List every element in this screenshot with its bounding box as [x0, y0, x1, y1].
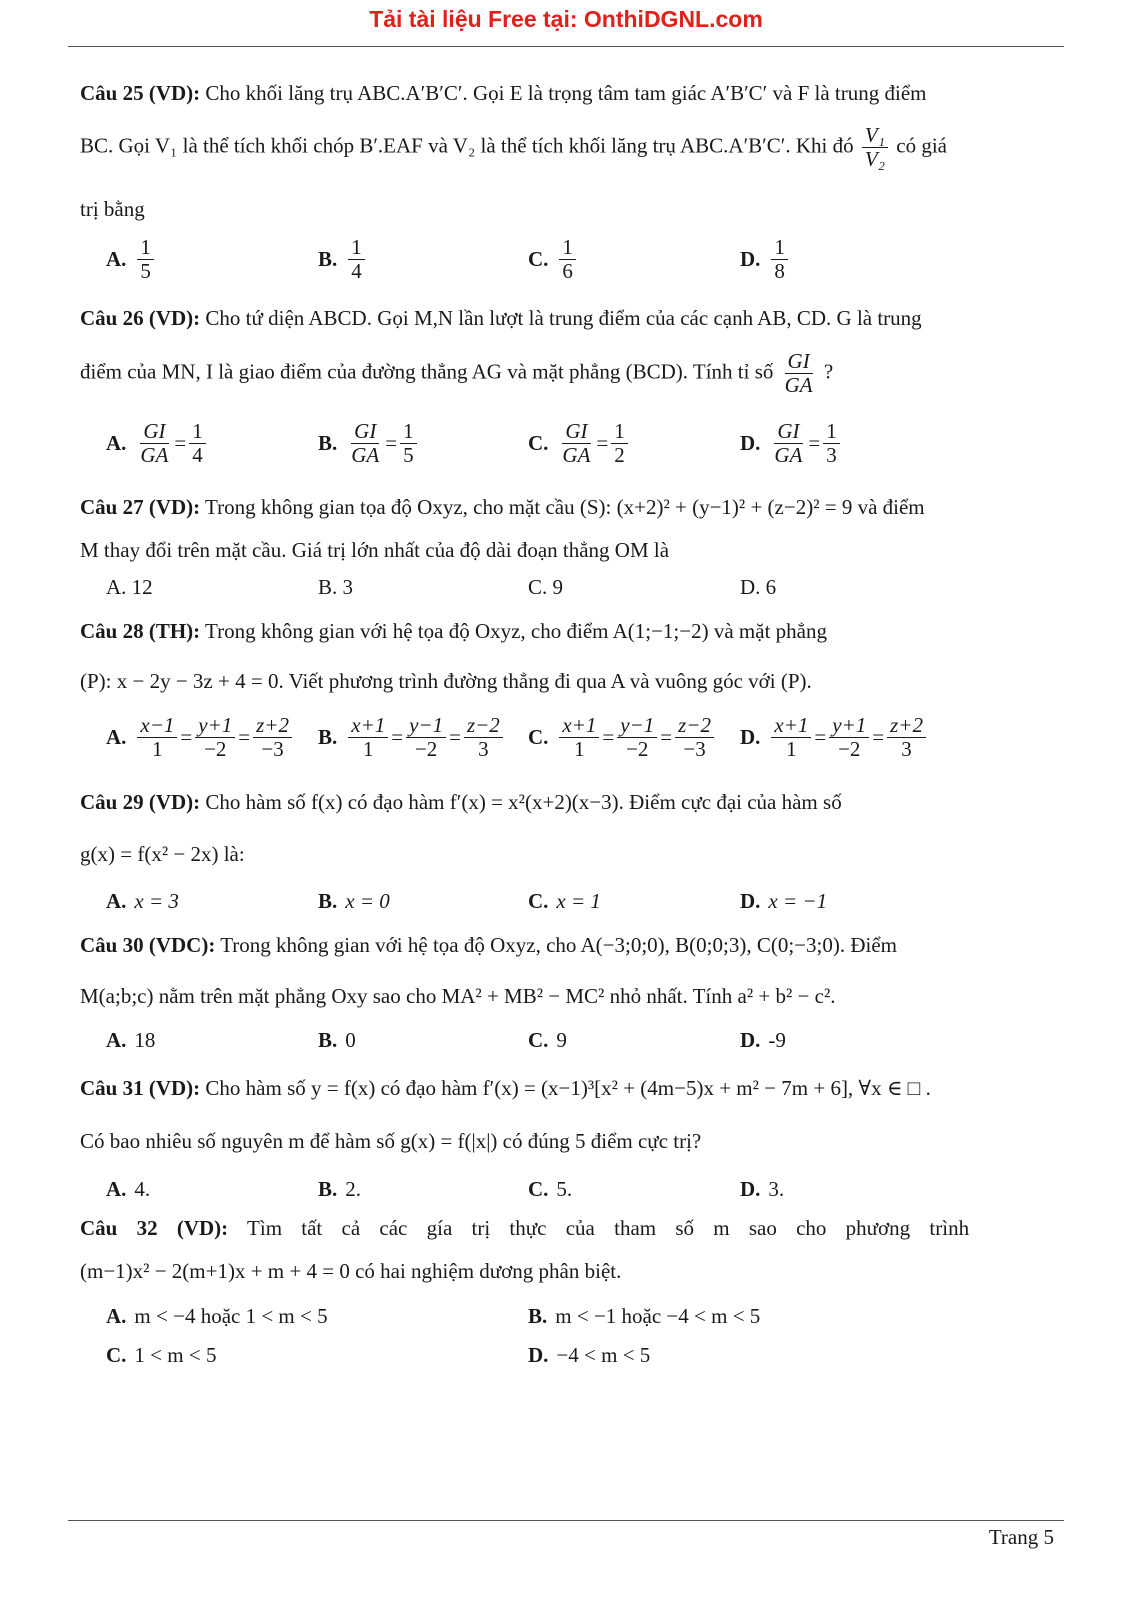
- option-label: C.: [528, 725, 549, 750]
- option-b: B. m < −1 hoặc −4 < m < 5: [528, 1304, 761, 1328]
- question-text: Cho hàm số f(x) có đạo hàm f′(x) = x²(x+2)(x−3). Điểm cực đại của hàm số: [200, 790, 842, 814]
- fraction: $\frac{y+1}{-2}$: [195, 714, 235, 761]
- question-text: có giá: [891, 133, 948, 158]
- option-a: A. 18: [106, 1028, 156, 1052]
- question-28: [80, 618, 1052, 644]
- question-27: [80, 494, 1052, 520]
- option-label: B.: [318, 725, 338, 750]
- fraction: $\frac{x+1}{1}$: [771, 714, 811, 761]
- question-title: Câu 30 (VDC):: [80, 933, 216, 957]
- option-d: D. x = −1: [740, 889, 828, 913]
- fraction: $\frac{x+1}{1}$: [559, 714, 599, 761]
- option-c: C. 5.: [528, 1177, 573, 1201]
- option-d: D. $\frac{1}{8}$: [740, 236, 791, 283]
- fraction: $\frac{z-2}{-3}$: [675, 714, 714, 761]
- option-a: A. $\frac{x-1}{1}$ = $\frac{y+1}{-2}$ = $\frac{z+2}{-3}$: [106, 714, 295, 761]
- question-32: [80, 1215, 1052, 1241]
- header-divider: [68, 46, 1064, 47]
- option-c: C. $\frac{1}{6}$: [528, 236, 579, 283]
- option-d: D. -9: [740, 1028, 786, 1052]
- question-26-line2: điểm của MN, I là giao điểm của đường thẳng AG và mặt phẳng (BCD). Tính tỉ số $\frac{GI}{GA}$ ?: [80, 349, 834, 398]
- question-text: Trong không gian tọa độ Oxyz, cho mặt cầu (S): (x+2)² + (y−1)² + (z−2)² = 9 và điểm: [200, 495, 925, 519]
- fraction: $\frac{y-1}{-2}$: [406, 714, 446, 761]
- question-25-line2: [80, 124, 1052, 171]
- question-text: trị bằng: [80, 197, 145, 221]
- fraction: $\frac{z-2}{3}$: [464, 714, 503, 761]
- question-25: [80, 80, 1052, 106]
- question-text: Cho tứ diện ABCD. Gọi M,N lần lượt là trung điểm của các cạnh AB, CD. G là trung: [200, 306, 922, 330]
- question-title: Câu 29 (VD):: [80, 790, 201, 814]
- question-text: (P): x − 2y − 3z + 4 = 0. Viết phương trình đường thẳng đi qua A và vuông góc với (P).: [80, 669, 812, 693]
- question-text: Cho khối lăng trụ ABC.A′B′C′. Gọi E là trọng tâm tam giác A′B′C′ và F là trung điểm: [200, 81, 927, 105]
- fraction: $\frac{\text{V₁}}{\text{V₂}}$: [862, 124, 888, 171]
- option-label: A.: [106, 725, 127, 750]
- fraction: $\frac{z+2}{3}$: [887, 714, 926, 761]
- option-c: C. 1 < m < 5: [106, 1343, 217, 1367]
- question-text: M(a;b;c) nằm trên mặt phẳng Oxy sao cho MA² + MB² − MC² nhỏ nhất. Tính a² + b² − c².: [80, 984, 836, 1008]
- question-29: [80, 789, 1052, 815]
- option-b: B. $\frac{GI}{GA}$ = $\frac{1}{5}$: [318, 420, 420, 467]
- option-c: C. x = 1: [528, 889, 601, 913]
- option-a: A. 4.: [106, 1177, 151, 1201]
- option-b: B. $\frac{x+1}{1}$ = $\frac{y-1}{-2}$ = $\frac{z-2}{3}$: [318, 714, 506, 761]
- question-text: Trong không gian với hệ tọa độ Oxyz, cho A(−3;0;0), B(0;0;3), C(0;−3;0). Điểm: [215, 933, 897, 957]
- question-text: điểm của MN, I là giao điểm của đường thẳng AG và mặt phẳng (BCD). Tính tỉ số: [80, 359, 774, 384]
- option-b: B. 2.: [318, 1177, 362, 1201]
- option-a: A. x = 3: [106, 889, 179, 913]
- question-30: [80, 932, 1052, 958]
- option-a: A. m < −4 hoặc 1 < m < 5: [106, 1304, 328, 1328]
- question-26: [80, 305, 1052, 331]
- option-d: D. 6: [740, 575, 777, 599]
- option-d: D. $\frac{x+1}{1}$ = $\frac{y+1}{-2}$ = $\frac{z+2}{3}$: [740, 714, 929, 761]
- fraction: $\frac{x+1}{1}$: [348, 714, 388, 761]
- question-text: Cho hàm số y = f(x) có đạo hàm f′(x) = (x−1)³[x² + (4m−5)x + m² − 7m + 6], ∀x ∈ □ .: [200, 1076, 931, 1100]
- option-b: B. 0: [318, 1028, 356, 1052]
- question-title: Câu 27 (VD):: [80, 495, 201, 519]
- question-31: [80, 1075, 1052, 1101]
- option-b: B. 3: [318, 575, 354, 599]
- option-c: C. $\frac{GI}{GA}$ = $\frac{1}{2}$: [528, 420, 631, 467]
- fraction: $\frac{GI}{GA}$: [784, 349, 813, 398]
- question-title: Câu 28 (TH):: [80, 619, 201, 643]
- question-text: BC. Gọi V₁ là thể tích khối chóp B′.EAF và V₂ là thể tích khối lăng trụ ABC.A′B′C′. Khi đó: [80, 133, 854, 158]
- footer-divider: [68, 1520, 1064, 1521]
- option-d: D. −4 < m < 5: [528, 1343, 651, 1367]
- option-d: D. 3.: [740, 1177, 785, 1201]
- question-text: M thay đổi trên mặt cầu. Giá trị lớn nhất của độ dài đoạn thẳng OM là: [80, 538, 670, 562]
- option-a: A. 12: [106, 575, 153, 599]
- question-title: Câu 25 (VD):: [80, 81, 201, 105]
- fraction: $\frac{y+1}{-2}$: [829, 714, 869, 761]
- question-title: Câu 26 (VD):: [80, 306, 201, 330]
- question-text: Tìm tất cả các gía trị thực của tham số m sao cho phương trình: [228, 1216, 970, 1240]
- fraction: $\frac{z+2}{-3}$: [253, 714, 292, 761]
- page-header: Tải tài liệu Free tại: OnthiDGNL.com: [369, 6, 763, 32]
- question-text: Trong không gian với hệ tọa độ Oxyz, cho điểm A(1;−1;−2) và mặt phẳng: [200, 619, 827, 643]
- option-label: D.: [740, 725, 761, 750]
- question-title: Câu 32 (VD):: [80, 1216, 229, 1240]
- question-text: (m−1)x² − 2(m+1)x + m + 4 = 0 có hai nghiệm dương phân biệt.: [80, 1259, 622, 1283]
- question-text: Có bao nhiêu số nguyên m để hàm số g(x) = f(|x|) có đúng 5 điểm cực trị?: [80, 1129, 702, 1153]
- page-number: Trang 5: [988, 1525, 1054, 1549]
- option-c: C. 9: [528, 1028, 567, 1052]
- option-b: B. x = 0: [318, 889, 390, 913]
- option-a: A. $\frac{1}{5}$: [106, 236, 157, 283]
- option-a: A. $\frac{GI}{GA}$ = $\frac{1}{4}$: [106, 420, 209, 467]
- question-title: Câu 31 (VD):: [80, 1076, 201, 1100]
- question-text: g(x) = f(x² − 2x) là:: [80, 842, 245, 866]
- option-b: B. $\frac{1}{4}$: [318, 236, 368, 283]
- fraction: $\frac{y-1}{-2}$: [617, 714, 657, 761]
- option-c: C. 9: [528, 575, 564, 599]
- option-d: D. $\frac{GI}{GA}$ = $\frac{1}{3}$: [740, 420, 843, 467]
- option-c: C. $\frac{x+1}{1}$ = $\frac{y-1}{-2}$ = $\frac{z-2}{-3}$: [528, 714, 717, 761]
- fraction: $\frac{x-1}{1}$: [137, 714, 177, 761]
